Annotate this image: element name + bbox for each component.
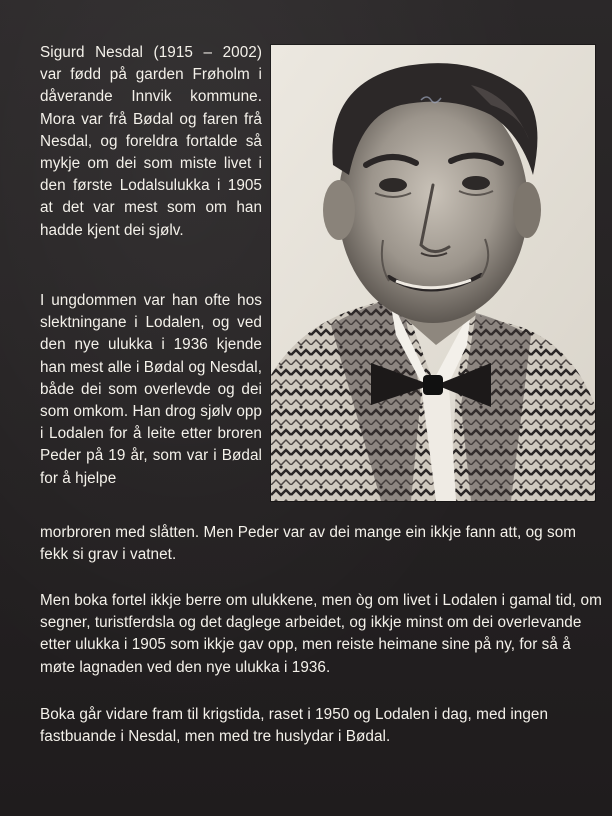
author-portrait-drawing <box>271 45 595 501</box>
biography-paragraph-1: Sigurd Nesdal (1915 – 2002) var fødd på garden Frøholm i dåverande Innvik kommune. Mora var frå Bødal og faren frå Nesdal, og foreldra fortalde så mykje om dei som miste livet i den første Lodalsulukka i 1905 at det var mest som om han hadde kjent dei sjølv. <box>40 44 262 239</box>
book-scope-paragraph: Boka går vidare fram til krigstida, raset i 1950 og Lodalen i dag, med ingen fastbuande i Nesdal, men med tre huslydar i Bødal. <box>40 706 549 746</box>
biography-paragraph-2-continued: morbroren med slåtten. Men Peder var av dei mange ein ikkje fann att, og som fekk si grav i vatnet. <box>40 524 577 564</box>
author-portrait-photo <box>271 45 595 501</box>
book-description-paragraph: Men boka fortel ikkje berre om ulukkene, men òg om livet i Lodalen i gamal tid, om segner, turistferdsla og det daglege arbeidet, og ikkje minst om dei overlevande etter ulukka i 1905 som ikkje gav opp, men reiste heimane sine på ny, for så å møte lagnaden ved den nye ulukka i 1936. <box>40 592 602 676</box>
biography-paragraph-2: I ungdommen var han ofte hos slektningane i Lodalen, og ved den nye ulukka i 1936 kjende han mest alle i Bødal og Nesdal, både dei som overlevde og dei som omkom. Han drog sjølv opp i Lodalen for å leite etter broren Peder på 19 år, som var i Bødal for å hjelpe <box>40 292 262 487</box>
